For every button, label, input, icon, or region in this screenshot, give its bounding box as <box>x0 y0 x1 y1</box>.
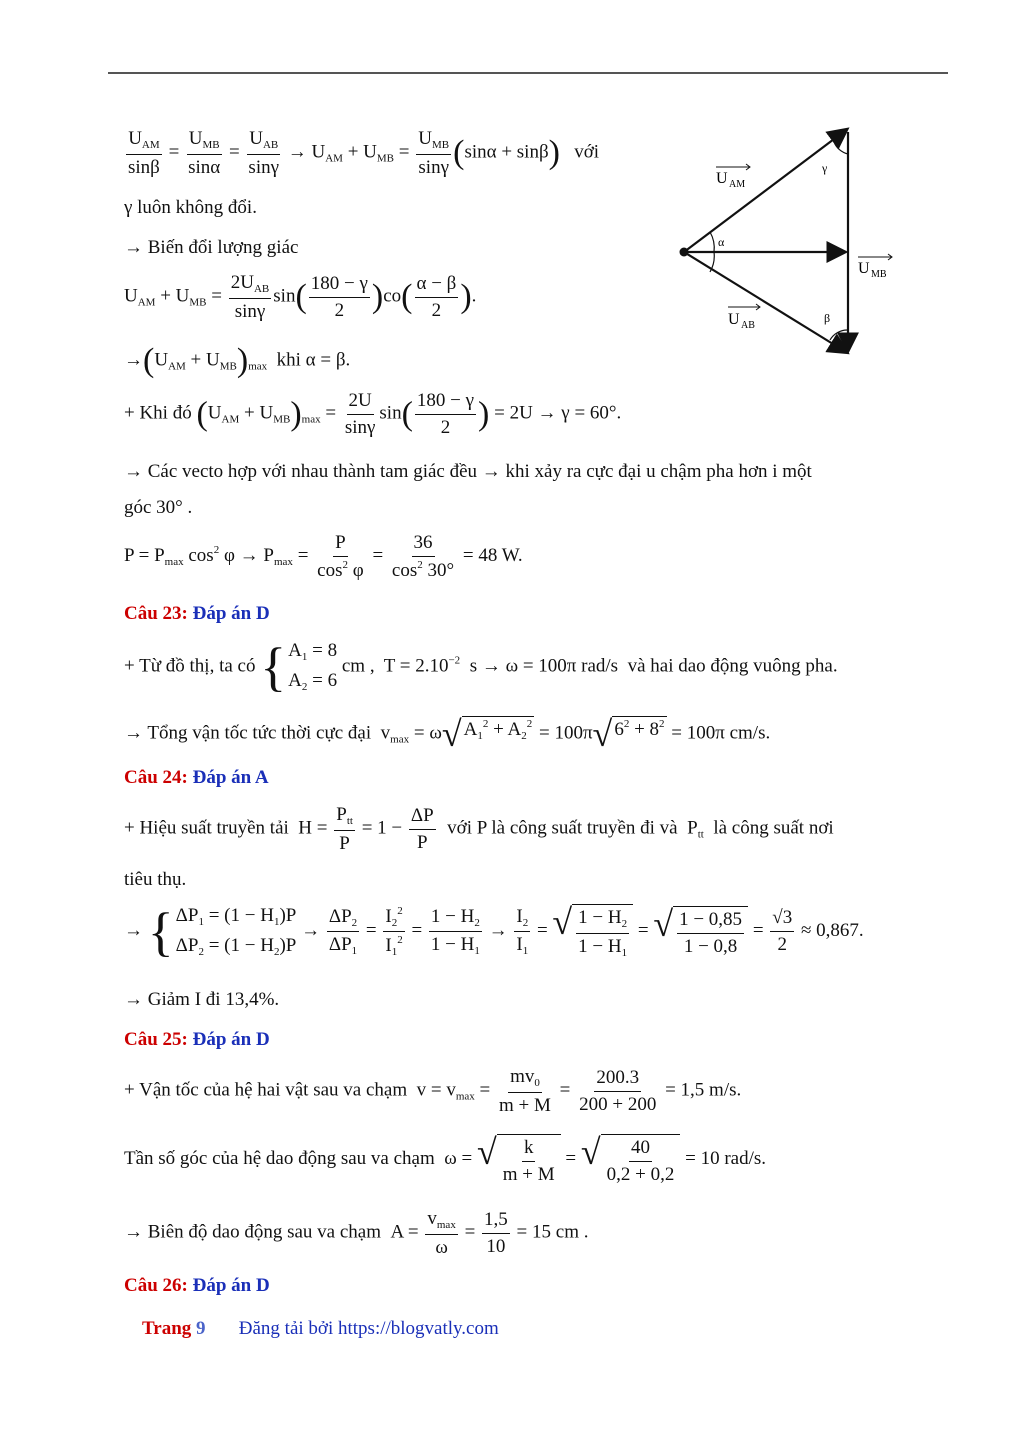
q25-line3-prefix: → Biên độ dao động sau va chạm <box>124 1221 381 1243</box>
uab-vector <box>684 252 846 352</box>
q25-line2-prefix: Tần số góc của hệ dao động sau va chạm <box>124 1148 435 1170</box>
gamma-label: γ <box>822 161 828 175</box>
uam-label-sub: AM <box>729 179 746 190</box>
power-formula: $P = P_{max}$ $\cos^2 \varphi \to P_{max}$ = $\frac{P}{\cos^2 \varphi}$ = $\frac{36}{\cos^2 30^\circ}$ = 48 W. <box>124 532 523 581</box>
q24-conclusion: → Giảm I đi 13,4%. <box>124 989 280 1010</box>
max-condition-text: khi α = β. <box>276 349 351 371</box>
q24-number: Câu 24: <box>124 767 188 788</box>
q23-line2: → Tổng vận tốc tức thời cực đại $v_{max} = \omega$ √ $A_1^2 + A_2^2$ = 100π √ $6^2 + 8^2$ = 100π cm/s. <box>124 714 771 754</box>
q23-number: Câu 23: <box>124 603 188 624</box>
q24-mid: với P là công suất truyền đi và <box>447 817 678 839</box>
q25-number: Câu 25: <box>124 1029 188 1050</box>
header-rule <box>108 72 948 74</box>
trig-transform-text: → Biến đổi lượng giác <box>124 237 299 258</box>
blog-link[interactable]: Đăng tải bởi https://blogvatly.com <box>238 1318 499 1339</box>
beta-arc <box>830 330 848 340</box>
question-23-heading <box>124 604 270 623</box>
law-of-sines-equation: $\frac{U_{AM}}{\sin\beta}$ = $\frac{U_{MB}}{\sin\alpha}$ = $\frac{U_{AB}}{\sin\gamma}$ → $U_{AM} + U_{MB}$ = $\frac{U_{MB}}{\sin\gamma}$ (sinα + sinβ) với <box>128 128 600 178</box>
q25-prefix: + Vận tốc của hệ hai vật sau va chạm <box>124 1079 408 1101</box>
angle-text: góc 30° . <box>124 497 193 518</box>
q23-suffix: và hai dao động vuông pha. <box>627 655 838 677</box>
q25-line2: Tần số góc của hệ dao động sau va chạm ω = √ $\frac{k}{m + M}$ = √ $\frac{40}{0,2 + 0,2}$ = 10 rad/s. <box>124 1132 767 1185</box>
q24-suffix: là công suất nơi <box>713 817 834 839</box>
alpha-arc <box>710 232 714 252</box>
page-footer <box>142 1318 499 1340</box>
max-condition: $\to(U_{AM} + U_{MB})_{max}$ khi α = β. <box>124 342 351 379</box>
vector-diagram <box>670 120 910 360</box>
alpha-label: α <box>718 235 725 249</box>
origin-point <box>680 248 689 257</box>
q24-line1: + Hiệu suất truyền tải H = $\frac{P_{tt}}{P}$ = 1 − $\frac{\Delta P}{P}$ với P là công suất truyền đi và $P_{tt}$ là công suất nơi <box>124 804 834 854</box>
question-25-heading <box>124 1030 270 1049</box>
q25-line1: + Vận tốc của hệ hai vật sau va chạm $v = v_{max}$ = $\frac{mv_0}{m + M}$ = $\frac{200.3}{200 + 200}$ = 1,5 m/s. <box>124 1066 742 1116</box>
question-26-heading <box>124 1276 270 1295</box>
q23-line1: + Từ đồ thị, ta có { $A_1 = 8$ $A_2 = 6$ cm , $T = 2.10^{-2}$ s → ω = 100π rad/s và hai dao động vuông pha. <box>124 637 838 697</box>
q24-system: → { $\Delta P_1 = (1 - H_1)P$ $\Delta P_2 = (1 - H_2)P$ → $\frac{\Delta P_2}{\Delta P_1}$ = $\frac{I_2^2}{I_1^2}$ = $\frac{1 - H_2}{1 - H_1}$ → $\frac{I_2}{I_1}$ = √ $\frac{1 - H_2}{1 - H_1}$ = √ $\frac{1 - 0,85}{1 - 0,8}$ = $\frac{√3}{2}$ ≈ 0,867. <box>124 901 864 962</box>
q24-line2: tiêu thụ. <box>124 869 187 890</box>
beta-label: β <box>824 311 831 325</box>
uam-label: U <box>716 170 728 187</box>
umb-label: U <box>858 260 870 277</box>
question-24-heading <box>124 768 269 787</box>
q23-answer: Đáp án D <box>192 603 270 624</box>
equilateral-text: → Các vecto hợp với nhau thành tam giác đều → khi xảy ra cực đại u chậm pha hơn i một <box>124 461 812 482</box>
khi-do-text: + Khi đó <box>124 402 192 424</box>
voi-text: với <box>574 141 600 163</box>
q25-answer: Đáp án D <box>192 1029 270 1050</box>
q23-line2-prefix: → Tổng vận tốc tức thời cực đại <box>124 722 372 744</box>
uab-label-sub: AB <box>741 320 755 331</box>
max-value-formula: + Khi đó $(U_{AM} + U_{MB})_{max}$ = $\frac{2U}{\sin\gamma}$ sin( $\frac{180 - \gamma}{2}$ ) = 2U → γ = 60°. <box>124 390 622 438</box>
q23-prefix: + Từ đồ thị, ta có <box>124 655 256 677</box>
page-number: 9 <box>196 1318 206 1339</box>
uab-label: U <box>728 311 740 328</box>
uam-vector <box>684 130 846 252</box>
q25-line3: → Biên độ dao động sau va chạm A = $\frac{v_{max}}{\omega}$ = $\frac{1,5}{10}$ = 15 cm . <box>124 1208 589 1258</box>
q24-answer: Đáp án A <box>192 767 269 788</box>
page-label: Trang <box>142 1318 192 1339</box>
q24-prefix: + Hiệu suất truyền tải <box>124 817 289 839</box>
q26-number: Câu 26: <box>124 1275 188 1296</box>
gamma-arc <box>834 142 848 154</box>
sum-formula: $U_{AM} + U_{MB}$ = $\frac{2U_{AB}}{\sin\gamma}$ sin( $\frac{180 - \gamma}{2}$ )co( $\frac{\alpha - \beta}{2}$ ). <box>124 272 477 322</box>
q26-answer: Đáp án D <box>192 1275 270 1296</box>
umb-label-sub: MB <box>871 269 887 280</box>
gamma-constant-text: γ luôn không đổi. <box>124 197 257 218</box>
